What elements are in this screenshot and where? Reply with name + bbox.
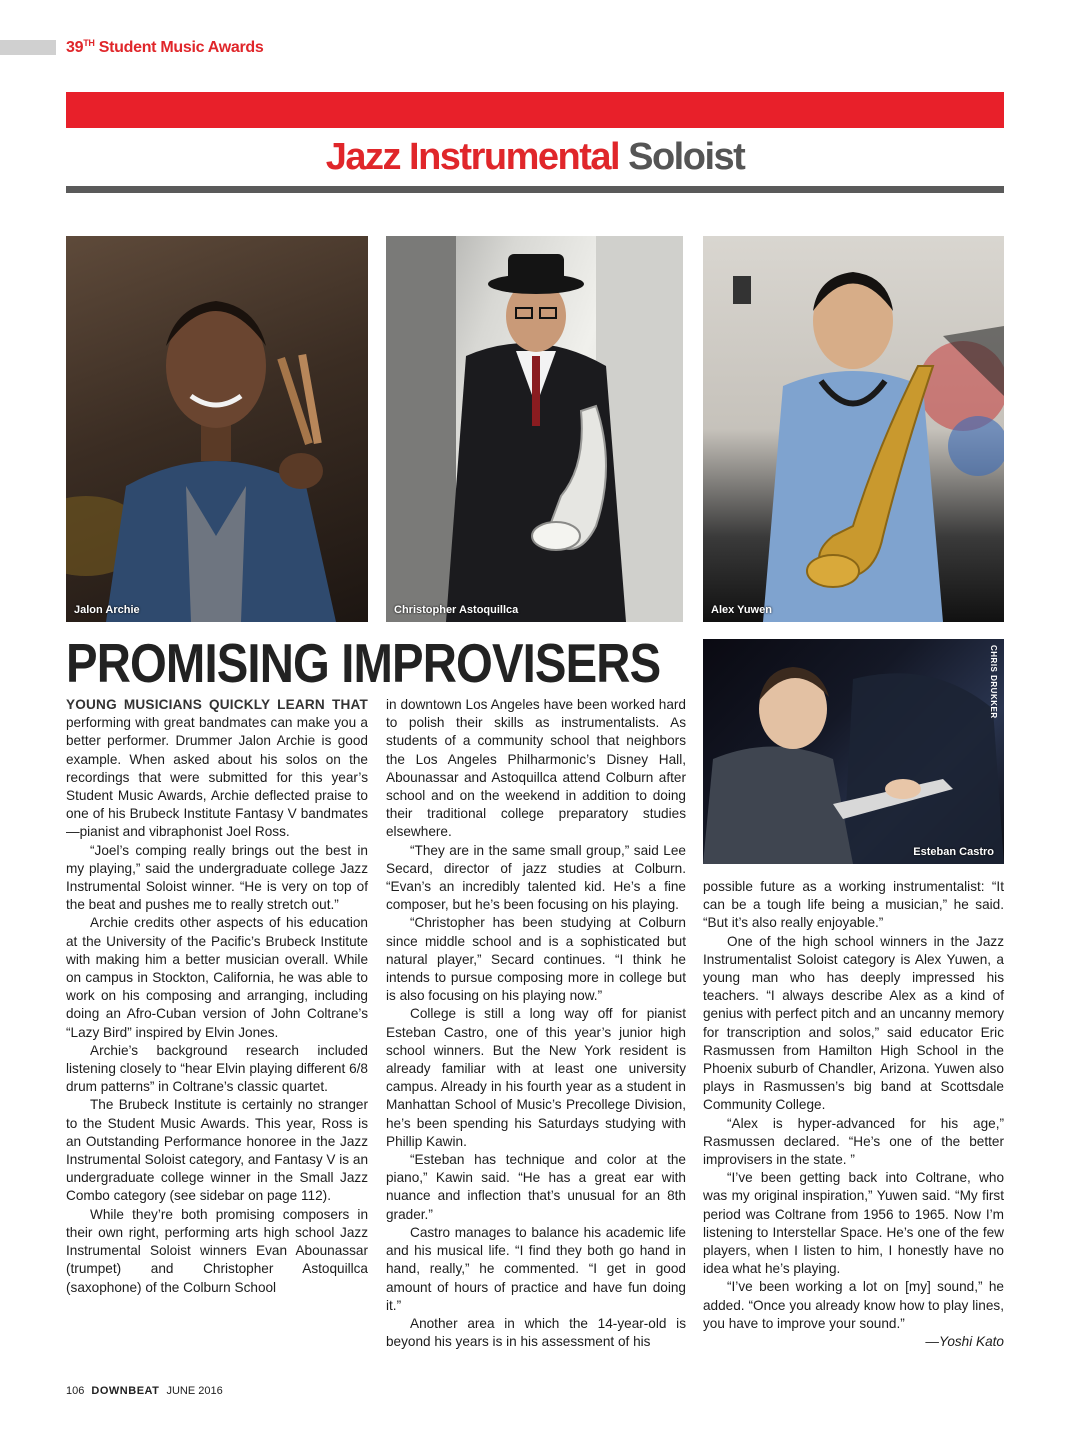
photo-caption: Jalon Archie xyxy=(74,604,140,616)
paragraph: Archie’s background research included listening closely to “hear Elvin playing different 6/8 drum patterns” in Coltrane’s classic quartet. xyxy=(66,1042,368,1095)
paragraph: “Joel’s comping really brings out the best in my playing,” said the undergraduate college Jazz Instrumental Soloist winner. “He is very on top of the beat and pushes me to really stretch out.” xyxy=(66,842,368,913)
page-number: 106 xyxy=(66,1385,85,1397)
section-label xyxy=(66,39,263,57)
photo-christopher-astoquillca xyxy=(386,236,683,622)
photo-illustration xyxy=(66,236,368,622)
article-column-3 xyxy=(703,878,1004,1351)
page-footer xyxy=(66,1385,223,1397)
paragraph: “I’ve been getting back into Coltrane, who was my original inspiration,” Yuwen said. “My first period was Coltrane from 1956 to 1965. Now I’m listening to Interstellar Space. He’s one of the few players, when I listen to him, I honestly have no idea what he’s playing. xyxy=(703,1170,1004,1277)
paragraph: Castro manages to balance his academic life and his musical life. “I find they both go hand in hand, really,” he commented. “I get in good amount of hours of practice and have fun doing it.” xyxy=(386,1224,686,1313)
section-number: 39 xyxy=(66,39,84,56)
paragraph: Archie credits other aspects of his education at the University of the Pacific’s Brubeck Institute with making him a better musician overall. While on campus in Stockton, California, he was able to work on his composing and arranging, including doing an Afro-Cuban version of John Coltrane’s “Lazy Bird” inspired by Elvin Jones. xyxy=(66,915,368,1040)
paragraph: The Brubeck Institute is certainly no stranger to the Student Music Awards. This year, Ross is an Outstanding Performance honoree in the Jazz Instrumental Soloist category, and Fantasy V is an undergraduate college winner in the Small Jazz Combo category (see sidebar on page 112). xyxy=(66,1097,368,1204)
article-title: PROMISING IMPROVISERS xyxy=(66,632,661,694)
paragraph: Another area in which the 14-year-old is beyond his years is in his assessment of his xyxy=(386,1315,686,1350)
article-column-2 xyxy=(386,696,686,1351)
photo-jalon-archie xyxy=(66,236,368,622)
paragraph: in downtown Los Angeles have been worked hard to polish their skills as instrumentalists. As students of a community school that neighbors the Los Angeles Philharmonic’s Disney Hall, Abounassar and Astoquillca attend Colburn after school and on the weekend in addition to doing their traditional college preparatory studies elsewhere. xyxy=(386,697,686,840)
lead-paragraph xyxy=(66,696,368,842)
magazine-brand: DOWNBEAT xyxy=(91,1385,160,1397)
headline-rule xyxy=(66,186,1004,193)
red-banner xyxy=(66,92,1004,128)
paragraph: “They are in the same small group,” said Lee Secard, director of jazz studies at Colburn. “Evan’s an incredibly talented kid. He’s a fine composer, but he’s been focusing on his playing. xyxy=(386,842,686,913)
paragraph: College is still a long way off for pianist Esteban Castro, one of this year’s junior high school winners. But the New York resident is already familiar with at least one university campus. Already in his fourth year as a student in Manhattan School of Music’s Precollege Division, he’s been spending his Saturdays studying with Phillip Kawin. xyxy=(386,1006,686,1149)
section-label-text: Student Music Awards xyxy=(98,39,264,56)
photo-illustration xyxy=(703,639,1004,864)
article-column-1 xyxy=(66,696,368,1297)
paragraph: “Alex is hyper-advanced for his age,” Rasmussen declared. “He’s one of the better improvisers in the state. ” xyxy=(703,1115,1004,1168)
paragraph: While they’re both promising composers in their own right, performing arts high school Jazz Instrumental Soloist winners Evan Abounassar (trumpet) and Christopher Astoquillca (saxophone) of the Colburn School xyxy=(66,1206,368,1295)
photo-alex-yuwen xyxy=(703,236,1004,622)
photo-credit: CHRIS DRUKKER xyxy=(989,645,998,719)
paragraph-text: performing with great bandmates can make you a better performer. Drummer Jalon Archie is good example. When asked about his solos on the recordings that were submitted for this year’s Student Music Awards, Archie deflected praise to one of his Brubeck Institute Fantasy V bandmates—pianist and vibraphonist Joel Ross. xyxy=(66,715,368,840)
photo-esteban-castro xyxy=(703,639,1004,864)
paragraph: “Esteban has technique and color at the piano,” Kawin said. “He has a great ear with nuance and inflection that’s unusual for an 8th grader.” xyxy=(386,1152,686,1222)
headline-red-part: Jazz Instrumental xyxy=(325,136,620,178)
photo-caption: Christopher Astoquillca xyxy=(394,604,519,616)
headline-gray-part: Soloist xyxy=(628,136,745,178)
paragraph: possible future as a working instrumentalist: “It can be a tough life being a musician,” he said. “But it’s also really enjoyable.” xyxy=(703,879,1004,931)
photo-illustration xyxy=(703,236,1004,622)
section-superscript: TH xyxy=(83,38,95,48)
paragraph: “I’ve been working a lot on [my] sound,” he added. “Once you already know how to play lines, you have to improve your sound.” xyxy=(703,1279,1004,1331)
section-tab xyxy=(0,40,56,55)
photo-caption: Alex Yuwen xyxy=(711,604,772,616)
author-signoff: —Yoshi Kato xyxy=(925,1334,1004,1350)
category-headline xyxy=(66,132,1004,182)
photo-illustration xyxy=(386,236,683,622)
issue-date: JUNE 2016 xyxy=(166,1385,223,1397)
paragraph: “Christopher has been studying at Colburn since middle school and is a sophisticated but natural player,” Secard continues. “I think he intends to pursue composing more in college but is also focusing on his playing now.” xyxy=(386,915,686,1004)
paragraph: One of the high school winners in the Jazz Instrumentalist Soloist category is Alex Yuwen, a young man who has deeply impressed his teachers. “I always describe Alex as a kind of genius with perfect pitch and an uncanny memory for transcription and solos,” said educator Eric Rasmussen from Hamilton High School in the Phoenix suburb of Chandler, Arizona. Yuwen also plays in Rasmussen’s big band at Scottsdale Community College. xyxy=(703,933,1004,1113)
lead-in: YOUNG MUSICIANS QUICKLY LEARN THAT xyxy=(66,697,368,712)
photo-caption: Esteban Castro xyxy=(913,846,994,858)
